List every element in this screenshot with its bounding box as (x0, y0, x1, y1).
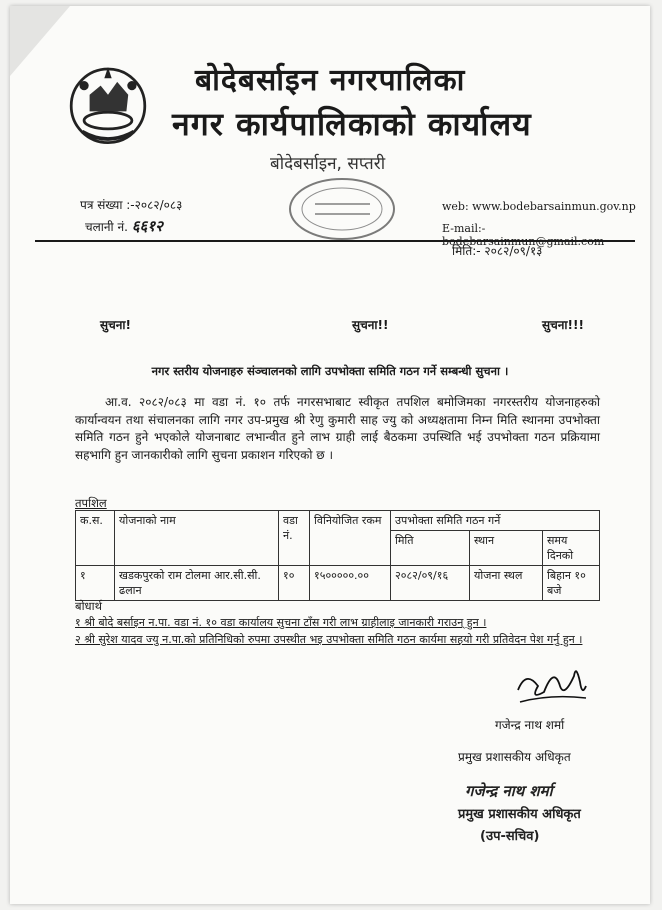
details-table (75, 510, 600, 601)
cell-amount: १५०००००.०० (310, 566, 391, 601)
notice-label-3: सुचना!!! (542, 318, 584, 332)
signatory-name: गजेन्द्र नाथ शर्मा (495, 718, 565, 732)
website-text: web: www.bodebarsainmun.gov.np (442, 200, 636, 213)
notice-label-1: सुचना! (100, 318, 131, 332)
letter-number: पत्र संख्या :-२०८२/०८३ (80, 198, 183, 212)
cell-time: बिहान १० बजे (543, 566, 600, 601)
cell-project: खडकपुरको राम टोलमा आर.सी.सी. ढलान (115, 566, 279, 601)
seal-rank: (उप-सचिव) (480, 829, 540, 844)
municipality-title: बोदेबर्साइन नगरपालिका (195, 63, 466, 98)
notice-paragraph: आ.व. २०८२/०८३ मा वडा नं. १० तर्फ नगरसभाबाट स्वीकृत तपशिल बमोजिमका नगरस्तरीय योजनाहरुको कार्यान्वयन तथा संचालनका लागि नगर उप-प्रमुख श्री रेणु कुमारी साह ज्यु को अध्यक्षतामा निम्न मिति स्थानमा उपभोक्ता समिति गठन हुने भएकोले योजनाबाट लभान्वीत हुने लाभ ग्राही लाई बैठकमा उपस्थिति भई उपभोक्ता गठन प्रक्रियामा सहभागि हुन जानकारीको लागि सुचना प्रकाशन गरिएको छ । (75, 395, 600, 462)
header-divider (35, 240, 635, 242)
office-title: नगर कार्यपालिकाको कार्यालय (172, 105, 532, 143)
details-label: तपशिल (75, 496, 107, 510)
cell-ward: १० (279, 566, 310, 601)
office-stamp-icon (285, 174, 400, 244)
header-date: मिति (391, 531, 470, 566)
letter-page (10, 6, 650, 904)
office-location: बोदेबर्साइन, सप्तरी (270, 154, 386, 174)
seal-title: प्रमुख प्रशासकीय अधिकृत (458, 807, 581, 822)
notice-label-2: सुचना!! (352, 318, 389, 332)
header-sn: क.स. (76, 511, 115, 566)
header-place: स्थान (470, 531, 543, 566)
signature-icon (510, 656, 590, 708)
table-row (76, 566, 600, 601)
header-time: समय दिनको (543, 531, 600, 566)
header-amount: विनियोजित रकम (310, 511, 391, 566)
dispatch-label: चलानी नं. (85, 220, 128, 234)
header-project: योजनाको नाम (115, 511, 279, 566)
notice-heading: नगर स्तरीय योजनाहरु संञ्चालनको लागि उपभोक्ता समिति गठन गर्ने सम्बन्धी सुचना । (151, 364, 509, 378)
seal-name: गजेन्द्र नाथ शर्मा (465, 782, 553, 800)
bodhartha-label: बोधार्थ (75, 599, 102, 613)
cell-date: २०८२/०९/१६ (391, 566, 470, 601)
cell-place: योजना स्थल (470, 566, 543, 601)
dispatch-value: ६६१२ (131, 217, 163, 235)
table-header-row (76, 511, 600, 531)
bodhartha-item-2: २ श्री सुरेश यादव ज्यु न.पा.को प्रतिनिधिको रुपमा उपस्थीत भइ उपभोक्ता समिति गठन कार्यमा सहयो गरी प्रतिवेदन पेश गर्नु हुन । (75, 633, 583, 646)
header-committee: उपभोक्ता समिति गठन गर्ने (391, 511, 600, 531)
signatory-title: प्रमुख प्रशासकीय अधिकृत (458, 750, 571, 764)
letter-date: मिति:- २०८२/०९/१३ (452, 244, 543, 258)
email-text: E-mail:- (442, 222, 486, 235)
bodhartha-item-1: १ श्री बोदे बर्साइन न.पा. वडा नं. १० वडा कार्यालय सुचना टाँस गरी लाभ ग्राहीलाइ जानकारी गराउन् हुन । (75, 616, 487, 629)
dispatch-number (85, 216, 163, 236)
nepal-emblem-icon (62, 58, 154, 150)
cell-sn: १ (76, 566, 115, 601)
header-ward: वडा नं. (279, 511, 310, 566)
page-fold (10, 6, 70, 76)
